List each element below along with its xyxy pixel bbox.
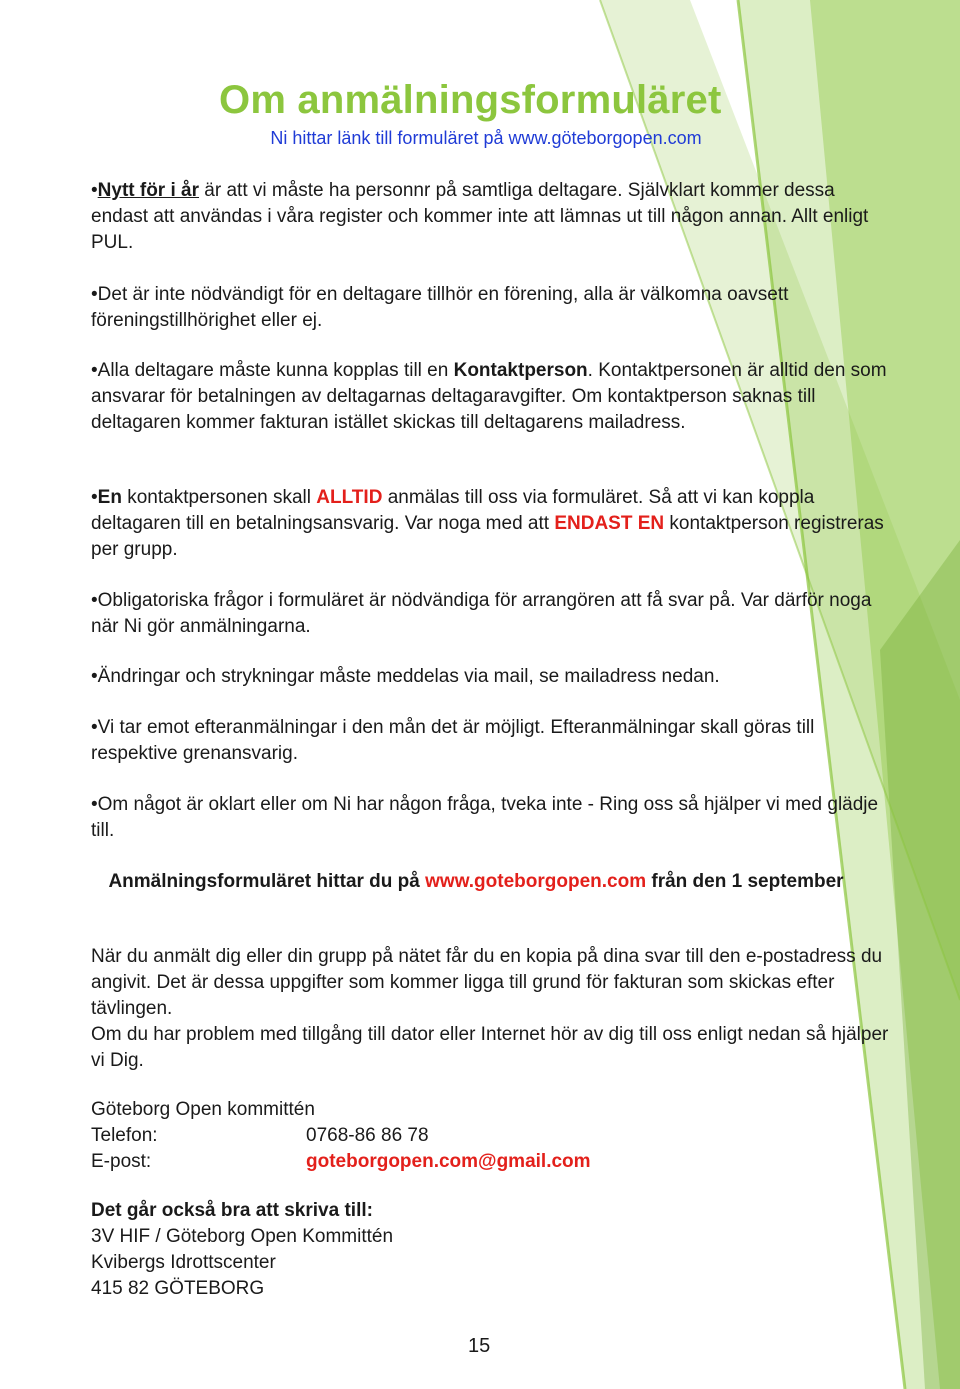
bullet-text: Obligatoriska frågor i formuläret är nödvändiga för arrangören att få svar på. Var därför noga när Ni gör anmälningarna.	[91, 590, 872, 637]
phone-label: Telefon:	[91, 1125, 158, 1146]
bullet-questions: •Om något är oklart eller om Ni har någon fråga, tveka inte - Ring oss så hjälper vi med glädje till.	[91, 794, 879, 841]
phone-row	[91, 1123, 591, 1149]
email-address[interactable]: goteborgopen.com@gmail.com	[306, 1151, 591, 1172]
address-heading: Det går också bra att skriva till:	[91, 1200, 373, 1221]
page-subtitle: Ni hittar länk till formuläret på www.göteborgopen.com	[270, 128, 702, 148]
bullet-text: Ändringar och strykningar måste meddelas via mail, se mailadress nedan.	[97, 666, 720, 687]
bullet-changes: •Ändringar och strykningar måste meddelas via mail, se mailadress nedan.	[91, 666, 720, 687]
bullet-text: anmälas till oss via formuläret. Så att vi kan koppla deltagaren till en betalningsansvarig. Var noga med att	[91, 487, 815, 534]
bullet-text: Vi tar emot efteranmälningar i den mån det är möjligt. Efteranmälningar skall göras till respektive grenansvarig.	[91, 717, 815, 764]
bullet-text: . Kontaktpersonen är alltid den som ansvarar för betalningen av deltagarnas deltagaravgifter. Om kontaktperson saknas till deltagaren kommer fakturan istället skickas till deltagarens mailadress.	[91, 360, 887, 433]
bullet-lead: En	[97, 487, 122, 508]
bullet-membership: •Det är inte nödvändigt för en deltagare tillhör en förening, alla är välkomna oavsett föreningstillhörighet eller ej.	[91, 284, 789, 331]
alltid-highlight: ALLTID	[316, 487, 383, 508]
bullet-new-this-year: •Nytt för i år är att vi måste ha personnr på samtliga deltagare. Självklart kommer dessa endast att användas i våra register och kommer inte att lämnas ut till någon annan. Allt enligt PUL.	[91, 180, 869, 253]
info-section	[91, 944, 891, 1074]
address-line: Kvibergs Idrottscenter	[91, 1252, 276, 1273]
form-announcement	[91, 869, 861, 895]
page-number: 15	[468, 1335, 491, 1357]
email-label: E-post:	[91, 1151, 152, 1172]
bullet-contact-always: •En kontaktpersonen skall ALLTID anmälas till oss via formuläret. Så att vi kan koppla deltagaren till en betalningsansvarig. Var noga med att ENDAST EN kontaktperson registreras per grupp.	[91, 487, 884, 560]
bullet-text: Det är inte nödvändigt för en deltagare tillhör en förening, alla är välkomna oavsett föreningstillhörighet eller ej.	[91, 284, 789, 331]
announcement-text: Anmälningsformuläret hittar du på	[108, 871, 426, 892]
new-this-year-label: Nytt för i år	[97, 180, 200, 201]
committee-name: Göteborg Open kommittén	[91, 1099, 315, 1120]
bullet-contact-person: •Alla deltagare måste kunna kopplas till en Kontaktperson. Kontaktpersonen är alltid den som ansvarar för betalningen av deltagarnas deltagaravgifter. Om kontaktperson saknas till deltagaren kommer fakturan istället skickas till deltagarens mailadress.	[91, 360, 887, 433]
bullet-text: Alla deltagare måste kunna kopplas till en	[97, 360, 454, 381]
phone-number: 0768-86 86 78	[306, 1125, 429, 1146]
address-line: 415 82 GÖTEBORG	[91, 1278, 265, 1299]
contact-block	[91, 1097, 591, 1175]
postal-address-block	[91, 1198, 393, 1302]
info-paragraph-copy: När du anmält dig eller din grupp på nätet får du en kopia på dina svar till den e-postadress du angivit. Det är dessa uppgifter som kommer ligga till grund för fakturan som skickas efter tävlingen.	[91, 946, 883, 1019]
announcement-text: från den 1 september	[646, 871, 844, 892]
bullet-text: kontaktpersonen skall	[121, 487, 317, 508]
endast-en-highlight: ENDAST EN	[554, 513, 665, 534]
contact-person-term: Kontaktperson	[453, 360, 588, 381]
address-line: 3V HIF / Göteborg Open Kommittén	[91, 1226, 394, 1247]
bullet-text: kontaktperson registreras per grupp.	[91, 513, 884, 560]
bullet-text: är att vi måste ha personnr på samtliga deltagare. Självklart kommer dessa endast att användas i våra register och kommer inte att lämnas ut till någon annan. Allt enligt PUL.	[91, 180, 869, 253]
bullet-text: Om något är oklart eller om Ni har någon fråga, tveka inte - Ring oss så hjälper vi med glädje till.	[91, 794, 879, 841]
bullet-late-registrations: •Vi tar emot efteranmälningar i den mån det är möjligt. Efteranmälningar skall göras till respektive grenansvarig.	[91, 717, 815, 764]
website-link[interactable]: www.goteborgopen.com	[425, 871, 647, 892]
bullet-mandatory-questions: •Obligatoriska frågor i formuläret är nödvändiga för arrangören att få svar på. Var därför noga när Ni gör anmälningarna.	[91, 590, 872, 637]
info-paragraph-help: Om du har problem med tillgång till dator eller Internet hör av dig till oss enligt nedan så hjälper vi Dig.	[91, 1024, 889, 1071]
email-row	[91, 1149, 591, 1175]
page-title: Om anmälningsformuläret	[219, 78, 722, 122]
